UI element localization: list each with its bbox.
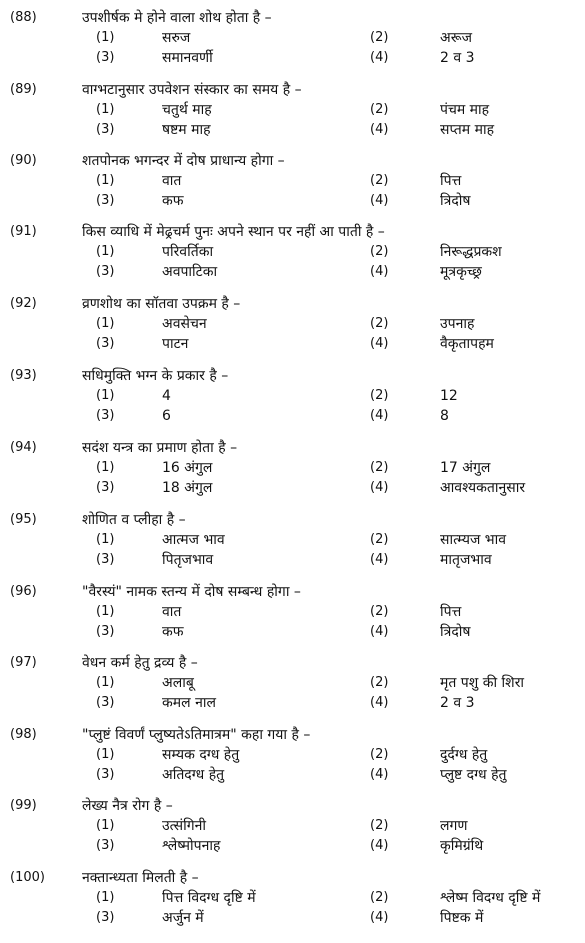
question-block bbox=[0, 725, 585, 785]
question-block bbox=[0, 438, 585, 498]
option-text: 8 bbox=[440, 408, 449, 424]
option-number: (1) bbox=[96, 388, 115, 403]
option-text: प्लुष्ट दग्ध हेतु bbox=[440, 767, 507, 783]
option-text: अवसेचन bbox=[162, 316, 207, 332]
question-text: शोणित व प्लीहा है – bbox=[82, 512, 186, 528]
option-number: (1) bbox=[96, 890, 115, 905]
question-block bbox=[0, 80, 585, 140]
option-text: मूत्रकृच्छ्र bbox=[440, 264, 482, 280]
option-number: (2) bbox=[370, 244, 389, 259]
option-text: षष्टम माह bbox=[162, 122, 211, 138]
option-number: (3) bbox=[96, 122, 115, 137]
option-row bbox=[0, 745, 585, 765]
option-number: (3) bbox=[96, 552, 115, 567]
option-number: (3) bbox=[96, 910, 115, 925]
option-number: (2) bbox=[370, 604, 389, 619]
option-text: 2 व 3 bbox=[440, 50, 475, 66]
option-text: समानवर्णी bbox=[162, 50, 213, 66]
option-number: (2) bbox=[370, 388, 389, 403]
option-number: (4) bbox=[370, 552, 389, 567]
option-number: (4) bbox=[370, 695, 389, 710]
option-row bbox=[0, 622, 585, 642]
question-text: "वैरस्यं" नामक स्तन्य में दोष सम्बन्ध होगा – bbox=[82, 584, 301, 600]
option-number: (1) bbox=[96, 532, 115, 547]
option-row bbox=[0, 908, 585, 928]
option-number: (4) bbox=[370, 408, 389, 423]
option-text: पित्त bbox=[440, 173, 462, 189]
option-text: कफ bbox=[162, 624, 184, 640]
option-number: (3) bbox=[96, 408, 115, 423]
question-block bbox=[0, 796, 585, 856]
option-number: (3) bbox=[96, 480, 115, 495]
question-text: उपशीर्षक मे होने वाला शोथ होता है – bbox=[82, 10, 272, 26]
question-number: (94) bbox=[10, 440, 37, 455]
option-row bbox=[0, 673, 585, 693]
question-text: शतपोनक भगन्दर में दोष प्राधान्य होगा – bbox=[82, 153, 285, 169]
option-text: सात्म्यज भाव bbox=[440, 532, 507, 548]
option-number: (2) bbox=[370, 30, 389, 45]
option-text: अलाबू bbox=[162, 675, 194, 691]
option-row bbox=[0, 836, 585, 856]
question-number: (95) bbox=[10, 512, 37, 527]
option-text: पित्त bbox=[440, 604, 462, 620]
option-text: लगण bbox=[440, 818, 468, 834]
question-row bbox=[0, 796, 585, 816]
option-number: (3) bbox=[96, 695, 115, 710]
option-number: (2) bbox=[370, 890, 389, 905]
option-row bbox=[0, 765, 585, 785]
option-text: पंचम माह bbox=[440, 102, 490, 118]
question-row bbox=[0, 222, 585, 242]
option-row bbox=[0, 48, 585, 68]
option-number: (4) bbox=[370, 50, 389, 65]
option-text: दुर्दग्ध हेतु bbox=[440, 747, 488, 763]
option-text: पाटन bbox=[162, 336, 189, 352]
option-number: (1) bbox=[96, 747, 115, 762]
option-row bbox=[0, 693, 585, 713]
option-number: (3) bbox=[96, 193, 115, 208]
option-text: कफ bbox=[162, 193, 184, 209]
option-number: (2) bbox=[370, 102, 389, 117]
option-text: सम्यक दग्ध हेतु bbox=[162, 747, 240, 763]
option-text: कमल नाल bbox=[162, 695, 216, 711]
option-text: उपनाह bbox=[440, 316, 475, 332]
question-row bbox=[0, 868, 585, 888]
option-text: 12 bbox=[440, 388, 458, 404]
question-block bbox=[0, 510, 585, 570]
option-text: वैकृतापहम bbox=[440, 336, 494, 352]
question-row bbox=[0, 80, 585, 100]
option-row bbox=[0, 550, 585, 570]
option-number: (4) bbox=[370, 336, 389, 351]
option-row bbox=[0, 120, 585, 140]
question-row bbox=[0, 294, 585, 314]
option-text: श्लेष्म विदग्ध दृष्टि में bbox=[440, 890, 541, 906]
option-row bbox=[0, 100, 585, 120]
option-number: (4) bbox=[370, 122, 389, 137]
option-text: आत्मज भाव bbox=[162, 532, 225, 548]
option-row bbox=[0, 478, 585, 498]
question-row bbox=[0, 582, 585, 602]
option-text: आवश्यकतानुसार bbox=[440, 480, 526, 496]
option-number: (1) bbox=[96, 460, 115, 475]
option-row bbox=[0, 314, 585, 334]
question-number: (99) bbox=[10, 798, 37, 813]
question-number: (89) bbox=[10, 82, 37, 97]
question-row bbox=[0, 510, 585, 530]
option-text: चतुर्थ माह bbox=[162, 102, 212, 118]
option-number: (4) bbox=[370, 838, 389, 853]
question-row bbox=[0, 151, 585, 171]
option-text: 2 व 3 bbox=[440, 695, 475, 711]
option-text: मातृजभाव bbox=[440, 552, 492, 568]
option-text: वात bbox=[162, 173, 182, 189]
question-block bbox=[0, 653, 585, 713]
question-number: (93) bbox=[10, 368, 37, 383]
option-text: सरुज bbox=[162, 30, 191, 46]
option-row bbox=[0, 602, 585, 622]
question-row bbox=[0, 366, 585, 386]
option-text: श्लेष्मोपनाह bbox=[162, 838, 221, 854]
question-text: सदंश यन्त्र का प्रमाण होता है – bbox=[82, 440, 238, 456]
option-number: (3) bbox=[96, 767, 115, 782]
option-number: (3) bbox=[96, 50, 115, 65]
option-row bbox=[0, 242, 585, 262]
option-number: (1) bbox=[96, 675, 115, 690]
option-text: कृमिग्रंथि bbox=[440, 838, 484, 854]
option-text: 16 अंगुल bbox=[162, 460, 213, 476]
option-text: पित्त विदग्ध दृष्टि में bbox=[162, 890, 256, 906]
question-block bbox=[0, 366, 585, 426]
question-row bbox=[0, 653, 585, 673]
question-text: लेख्य नैत्र रोग है – bbox=[82, 798, 173, 814]
option-row bbox=[0, 334, 585, 354]
option-number: (4) bbox=[370, 624, 389, 639]
question-row bbox=[0, 438, 585, 458]
option-text: त्रिदोष bbox=[440, 193, 471, 209]
question-text: नक्तान्ध्यता मिलती है – bbox=[82, 870, 199, 886]
option-text: अर्जुन में bbox=[162, 910, 204, 926]
option-number: (4) bbox=[370, 910, 389, 925]
option-row bbox=[0, 386, 585, 406]
option-number: (3) bbox=[96, 624, 115, 639]
option-text: परिवर्तिका bbox=[162, 244, 214, 260]
option-row bbox=[0, 406, 585, 426]
option-text: अतिदग्ध हेतु bbox=[162, 767, 225, 783]
option-number: (4) bbox=[370, 767, 389, 782]
question-number: (100) bbox=[10, 870, 45, 885]
question-number: (98) bbox=[10, 727, 37, 742]
option-row bbox=[0, 28, 585, 48]
option-row bbox=[0, 816, 585, 836]
question-text: किस व्याधि में मेढ्रचर्म पुनः अपने स्थान पर नहीं आ पाती है – bbox=[82, 224, 385, 240]
option-number: (4) bbox=[370, 264, 389, 279]
question-row bbox=[0, 725, 585, 745]
option-row bbox=[0, 458, 585, 478]
option-text: 17 अंगुल bbox=[440, 460, 491, 476]
option-number: (1) bbox=[96, 604, 115, 619]
option-text: पितृजभाव bbox=[162, 552, 214, 568]
option-text: 4 bbox=[162, 388, 171, 404]
option-number: (1) bbox=[96, 244, 115, 259]
option-text: 6 bbox=[162, 408, 171, 424]
option-text: अरूज bbox=[440, 30, 472, 46]
option-number: (3) bbox=[96, 838, 115, 853]
option-number: (2) bbox=[370, 818, 389, 833]
option-row bbox=[0, 191, 585, 211]
question-block bbox=[0, 222, 585, 282]
question-text: वेधन कर्म हेतु द्रव्य है – bbox=[82, 655, 198, 671]
option-number: (3) bbox=[96, 336, 115, 351]
option-text: मृत पशु की शिरा bbox=[440, 675, 525, 691]
option-text: 18 अंगुल bbox=[162, 480, 213, 496]
option-text: अवपाटिका bbox=[162, 264, 218, 280]
option-number: (1) bbox=[96, 173, 115, 188]
question-block bbox=[0, 868, 585, 928]
option-text: उत्संगिनी bbox=[162, 818, 207, 834]
question-row bbox=[0, 8, 585, 28]
question-number: (88) bbox=[10, 10, 37, 25]
question-block bbox=[0, 294, 585, 354]
question-text: व्रणशोथ का सॉतवा उपक्रम है – bbox=[82, 296, 241, 312]
option-row bbox=[0, 888, 585, 908]
question-block bbox=[0, 8, 585, 68]
option-number: (2) bbox=[370, 675, 389, 690]
option-number: (3) bbox=[96, 264, 115, 279]
question-number: (92) bbox=[10, 296, 37, 311]
question-text: वाग्भटानुसार उपवेशन संस्कार का समय है – bbox=[82, 82, 302, 98]
option-number: (2) bbox=[370, 460, 389, 475]
question-number: (90) bbox=[10, 153, 37, 168]
option-number: (1) bbox=[96, 316, 115, 331]
option-number: (2) bbox=[370, 747, 389, 762]
option-row bbox=[0, 262, 585, 282]
option-number: (2) bbox=[370, 316, 389, 331]
question-block bbox=[0, 151, 585, 211]
question-number: (96) bbox=[10, 584, 37, 599]
option-text: निरूद्धप्रकश bbox=[440, 244, 502, 260]
option-number: (4) bbox=[370, 480, 389, 495]
option-number: (4) bbox=[370, 193, 389, 208]
option-number: (1) bbox=[96, 30, 115, 45]
question-number: (97) bbox=[10, 655, 37, 670]
question-text: "प्लुष्टं विवर्णं प्लुष्यतेऽतिमात्रम" कहा गया है – bbox=[82, 727, 311, 743]
option-text: त्रिदोष bbox=[440, 624, 471, 640]
option-row bbox=[0, 530, 585, 550]
question-block bbox=[0, 582, 585, 642]
option-text: पिष्टक में bbox=[440, 910, 484, 926]
option-text: सप्तम माह bbox=[440, 122, 495, 138]
option-number: (2) bbox=[370, 532, 389, 547]
option-number: (1) bbox=[96, 818, 115, 833]
option-text: वात bbox=[162, 604, 182, 620]
question-text: सधिमुक्ति भग्न के प्रकार है – bbox=[82, 368, 229, 384]
option-row bbox=[0, 171, 585, 191]
option-number: (1) bbox=[96, 102, 115, 117]
question-number: (91) bbox=[10, 224, 37, 239]
option-number: (2) bbox=[370, 173, 389, 188]
